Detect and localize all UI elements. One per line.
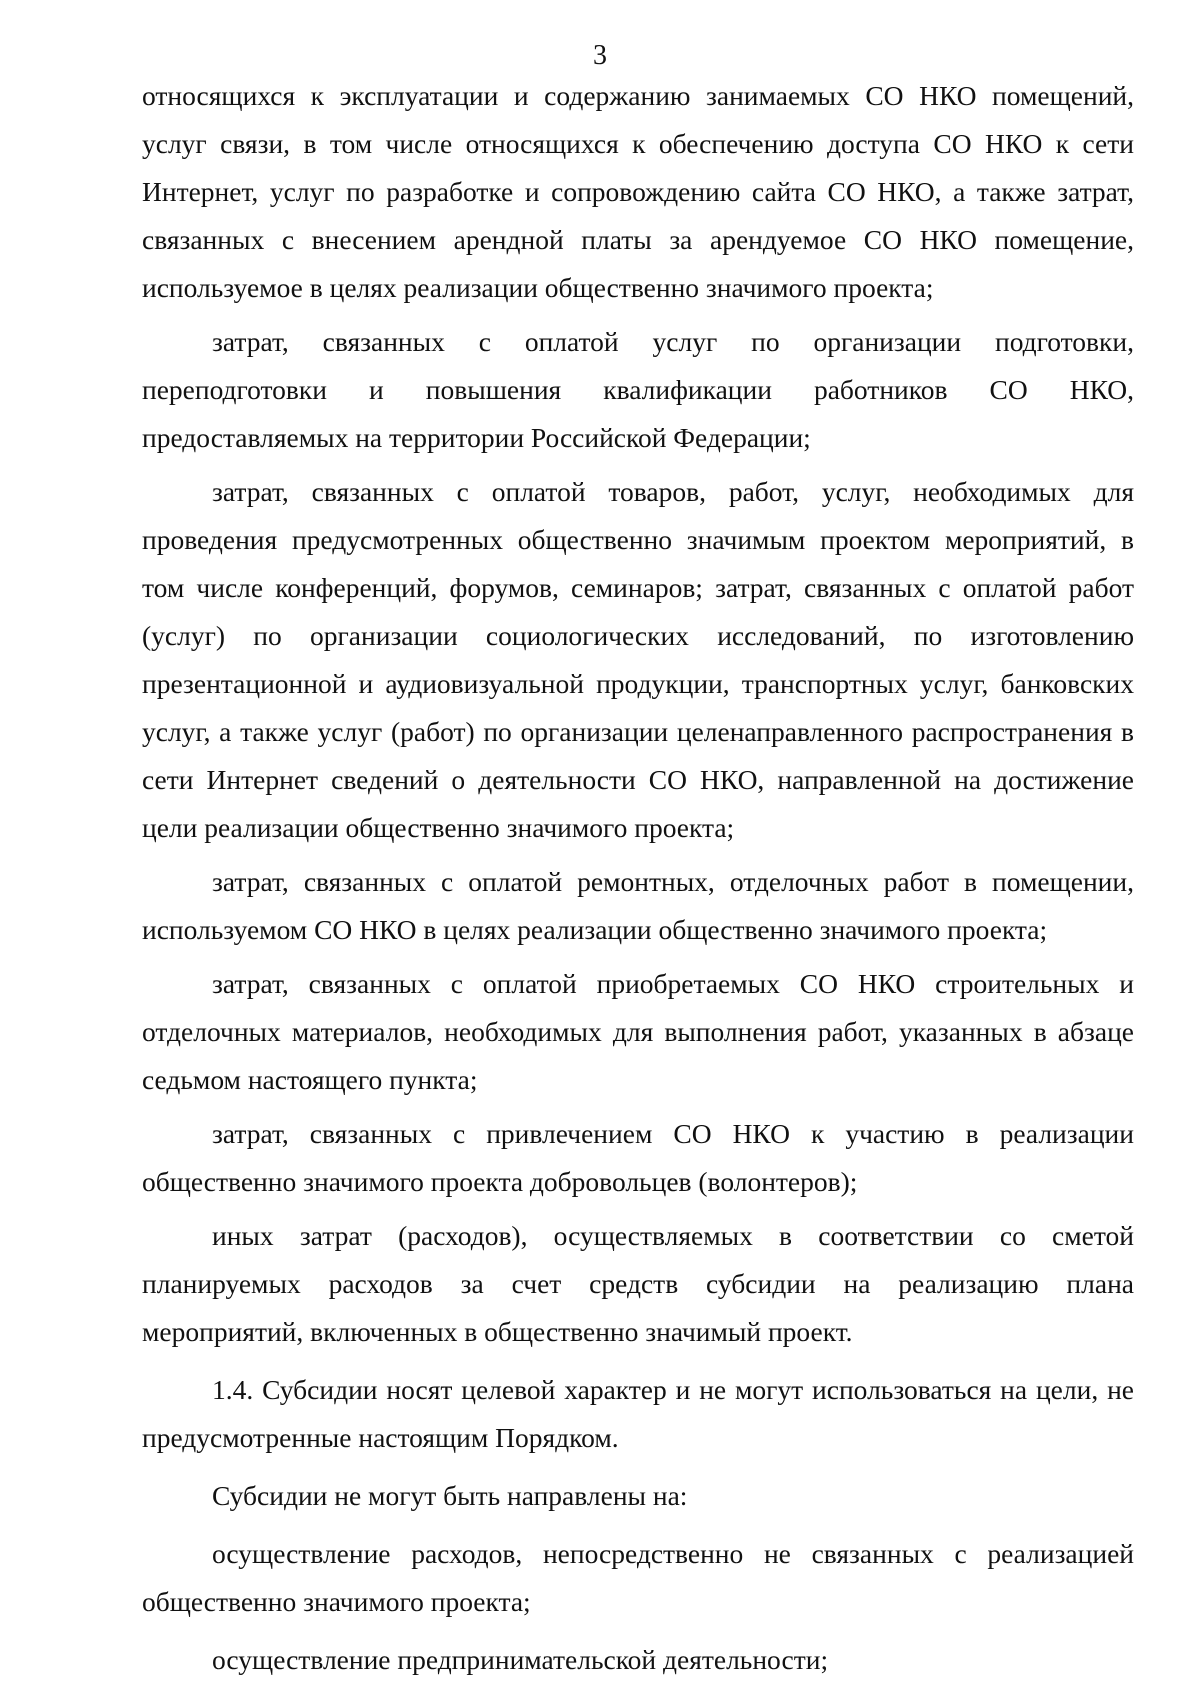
paragraph-building-materials: затрат, связанных с оплатой приобретаемых СО НКО строительных и отделочных материалов, необходимых для выполнения работ, указанных в абзаце седьмом настоящего пункта; bbox=[142, 968, 1134, 1095]
page-number: 3 bbox=[593, 40, 607, 71]
paragraph-restrictions-intro: Субсидии не могут быть направлены на: bbox=[212, 1480, 688, 1511]
paragraph-clause-1-4: 1.4. Субсидии носят целевой характер и не могут использоваться на цели, не предусмотренные настоящим Порядком. bbox=[142, 1374, 1134, 1453]
paragraph-other-costs: иных затрат (расходов), осуществляемых в соответствии со сметой планируемых расходов за счет средств субсидии на реализацию плана мероприятий, включенных в общественно значимый проект. bbox=[142, 1220, 1134, 1347]
paragraph-training-costs: затрат, связанных с оплатой услуг по организации подготовки, переподготовки и повышения квалификации работников СО НКО, предоставляемых на территории Российской Федерации; bbox=[142, 326, 1134, 453]
paragraph-goods-works-services: затрат, связанных с оплатой товаров, работ, услуг, необходимых для проведения предусмотренных общественно значимым проектом мероприятий, в том числе конференций, форумов, семинаров; затрат, связанных с оплатой работ (услуг) по организации социологических исследований, по изготовлению презентационной и аудиовизуальной продукции, транспортных услуг, банковских услуг, а также услуг (работ) по организации целенаправленного распространения в сети Интернет сведений о деятельности СО НКО, направленной на достижение цели реализации общественно значимого проекта; bbox=[142, 476, 1134, 843]
paragraph-restriction-business: осуществление предпринимательской деятельности; bbox=[212, 1644, 829, 1675]
paragraph-continuation: относящихся к эксплуатации и содержанию занимаемых СО НКО помещений, услуг связи, в том числе относящихся к обеспечению доступа СО НКО к сети Интернет, услуг по разработке и сопровождению сайта СО НКО, а также затрат, связанных с внесением арендной платы за арендуемое СО НКО помещение, используемое в целях реализации общественно значимого проекта; bbox=[142, 80, 1134, 303]
paragraph-restriction-unrelated: осуществление расходов, непосредственно не связанных с реализацией общественно значимого проекта; bbox=[142, 1538, 1134, 1617]
paragraph-volunteers: затрат, связанных с привлечением СО НКО к участию в реализации общественно значимого проекта добровольцев (волонтеров); bbox=[142, 1118, 1134, 1197]
document-body bbox=[142, 72, 1134, 1684]
paragraph-repair-works: затрат, связанных с оплатой ремонтных, отделочных работ в помещении, используемом СО НКО в целях реализации общественно значимого проекта; bbox=[142, 866, 1134, 945]
